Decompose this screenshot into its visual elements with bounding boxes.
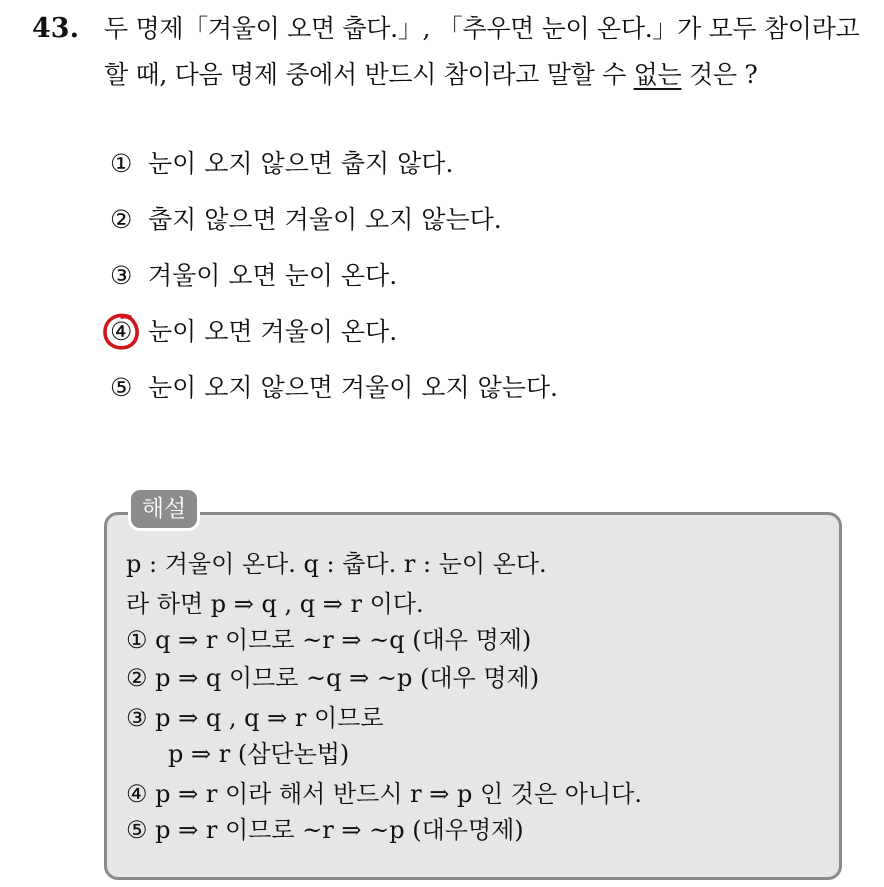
choice-number: ② (110, 205, 133, 234)
question-text-part: 것은 ? (681, 60, 758, 89)
choice-text: 겨울이 오면 눈이 온다. (148, 261, 398, 290)
choice-text: 춥지 않으면 겨울이 오지 않는다. (148, 205, 502, 234)
underlined-word: 없는 (633, 60, 682, 89)
solution-line-3: ① q ⇒ r 이므로 ~r ⇒ ~q (대우 명제) (126, 626, 532, 654)
solution-line-2: 라 하면 p ⇒ q , q ⇒ r 이다. (126, 590, 424, 618)
choice-number: ③ (110, 261, 133, 290)
solution-line-4: ② p ⇒ q 이므로 ~q ⇒ ~p (대우 명제) (126, 664, 540, 692)
choice-text: 눈이 오지 않으면 겨울이 오지 않는다. (148, 373, 558, 402)
solution-line-6: p ⇒ r (삼단논법) (168, 740, 350, 768)
choice-5[interactable] (110, 368, 558, 408)
solution-tag: 해설 (128, 487, 200, 531)
choice-text: 눈이 오면 겨울이 온다. (148, 317, 398, 346)
choice-1[interactable] (110, 144, 453, 184)
question-text-part: 할 때, 다음 명제 중에서 반드시 참이라고 말할 수 (104, 60, 634, 89)
choice-text: 눈이 오지 않으면 춥지 않다. (148, 149, 454, 178)
answer-circle-mark-icon (100, 310, 144, 354)
solution-line-7: ④ p ⇒ r 이라 해서 반드시 r ⇒ p 인 것은 아니다. (126, 780, 642, 808)
question-text-line-1: 두 명제「겨울이 오면 춥다.」, 「추우면 눈이 온다.」가 모두 참이라고 (104, 14, 860, 43)
solution-line-8: ⑤ p ⇒ r 이므로 ~r ⇒ ~p (대우명제) (126, 816, 524, 844)
choice-number: ① (110, 149, 133, 178)
choice-2[interactable] (110, 200, 502, 240)
question-number: 43. (32, 13, 79, 44)
choice-4[interactable] (110, 312, 397, 352)
solution-line-1: p : 겨울이 온다. q : 춥다. r : 눈이 온다. (126, 550, 547, 578)
question-text-line-2 (104, 56, 757, 94)
solution-line-5: ③ p ⇒ q , q ⇒ r 이므로 (126, 704, 384, 732)
choice-3[interactable] (110, 256, 397, 296)
choice-number: ④ (110, 317, 133, 346)
choice-number: ⑤ (110, 373, 133, 402)
